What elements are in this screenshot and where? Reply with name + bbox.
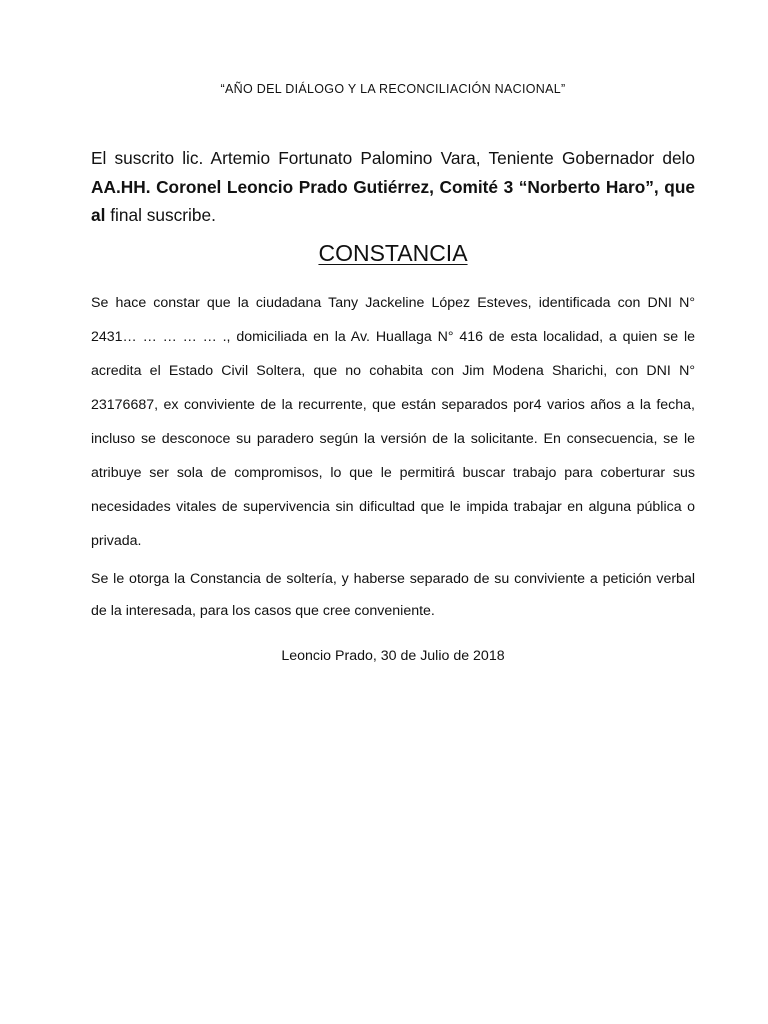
date-line: Leoncio Prado, 30 de Julio de 2018	[281, 648, 505, 664]
document-title: CONSTANCIA	[318, 240, 468, 266]
intro-text: El suscrito lic. Artemio Fortunato Palomino Vara, Teniente Gobernador delo	[91, 148, 695, 168]
intro-closing-text: final suscribe.	[105, 205, 216, 225]
body-paragraph-2: Se le otorga la Constancia de soltería, y haberse separado de su conviviente a petición verbal de la interesada, para los casos que cree conveniente.	[91, 571, 695, 619]
body-paragraph-1: Se hace constar que la ciudadana Tany Jackeline López Esteves, identificada con DNI N° 2431… … … … … ., domiciliada en la Av. Huallaga N° 416 de esta localidad, a quien se le acredita el Estado Civil Soltera, que no cohabita con Jim Modena Sharichi, con DNI N° 23176687, ex conviviente de la recurrente, que están separados por4 varios años a la fecha, incluso se desconoce su paradero según la versión de la solicitante. En consecuencia, se le atribuye ser sola de compromisos, lo que le permitirá buscar trabajo para coberturar sus necesidades vitales de supervivencia sin dificultad que le impida trabajar en alguna pública o privada.	[91, 295, 695, 549]
intro-bold-text: AA.HH. Coronel Leoncio Prado Gutiérrez, Comité 3 “Norberto Haro”, que al	[91, 176, 695, 225]
header-motto: “AÑO DEL DIÁLOGO Y LA RECONCILIACIÓN NACIONAL”	[220, 82, 566, 96]
intro-paragraph	[91, 144, 695, 230]
